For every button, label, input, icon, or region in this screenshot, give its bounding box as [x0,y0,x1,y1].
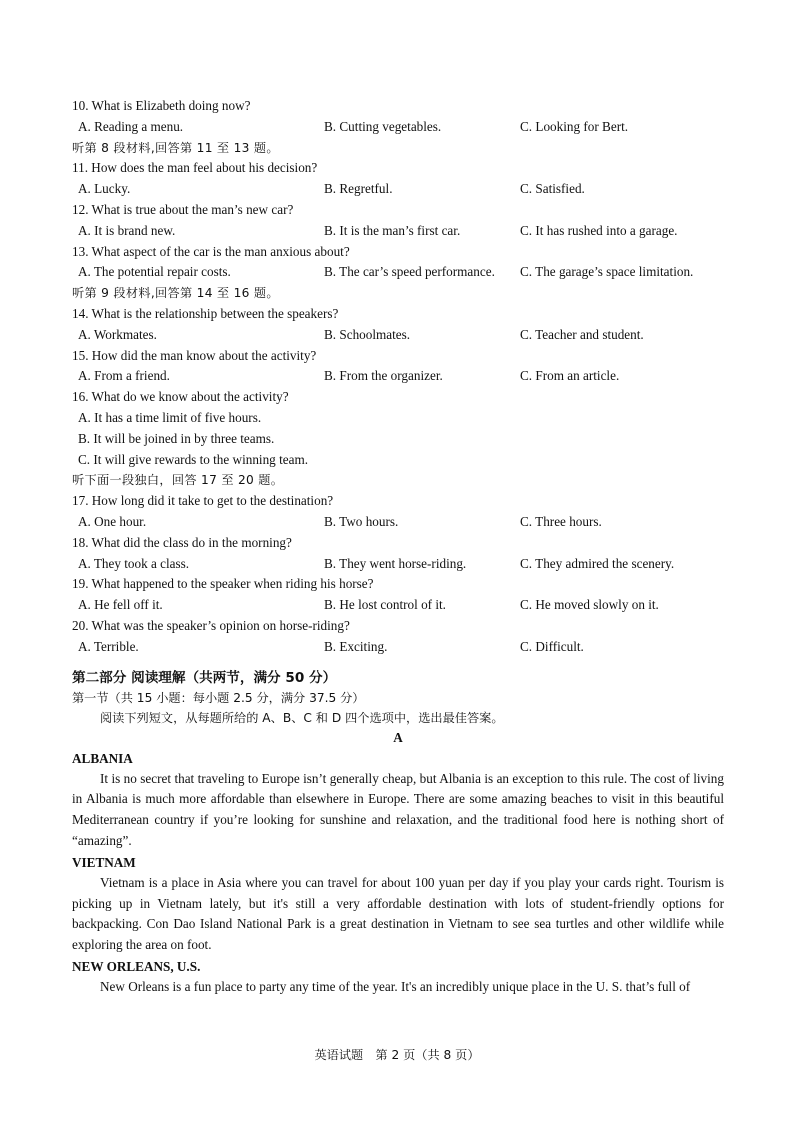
option-b: B. Schoolmates. [324,326,411,342]
question-16: 16. What do we know about the activity? [72,389,289,405]
option-c: C. The garage’s space limitation. [520,264,694,280]
options-12 [72,221,724,242]
question-12: 12. What is true about the man’s new car? [72,201,294,217]
albania-paragraph: It is no secret that traveling to Europe isn’t generally cheap, but Albania is an exception to this rule. The cost of living in Albania is much more affordable than elsewhere in Europe. There are some amazing beaches to visit in this beautiful Mediterranean country if you’re looking for sunshine and relaxation, and the traditional food here is nothing short of “amazing”. [72,770,724,848]
option-a: A. They took a class. [78,555,190,571]
direction-8: 听第 8 段材料,回答第 11 至 13 题。 [72,140,279,155]
reading-instruction: 阅读下列短文，从每题所给的 A、B、C 和 D 四个选项中，选出最佳答案。 [100,710,504,725]
option-a: A. The potential repair costs. [78,264,231,280]
question-10: 10. What is Elizabeth doing now? [72,98,251,113]
option-c: C. They admired the scenery. [520,555,675,571]
option-b: B. Two hours. [324,513,399,529]
option-c: C. Teacher and student. [520,326,644,342]
options-19 [72,595,724,616]
option-c: C. From an article. [520,368,620,384]
albania-heading: ALBANIA [72,750,133,766]
option-b: B. They went horse-riding. [324,555,467,571]
option-a: A. From a friend. [78,368,170,384]
option-a: A. Reading a menu. [78,118,184,134]
option-a: A. Workmates. [78,326,157,342]
new-orleans-paragraph: New Orleans is a fun place to party any time of the year. It's an incredibly unique place in the U. S. that’s full of [100,978,691,994]
question-20: 20. What was the speaker’s opinion on horse-riding? [72,617,350,633]
option-a: A. One hour. [78,513,147,529]
option-b: B. Cutting vegetables. [324,118,442,134]
question-19: 19. What happened to the speaker when riding his horse? [72,576,374,592]
question-14: 14. What is the relationship between the speakers? [72,305,339,321]
option-b: B. The car’s speed performance. [324,264,495,280]
option-a: A. He fell off it. [78,597,163,613]
option-b: B. Exciting. [324,638,388,654]
options-20 [72,637,724,658]
option-a: A. It has a time limit of five hours. [78,409,262,425]
passage-label: A [393,729,403,745]
question-15: 15. How did the man know about the activity? [72,347,317,363]
option-c: C. He moved slowly on it. [520,597,659,613]
option-b: B. From the organizer. [324,368,443,384]
option-c: C. Looking for Bert. [520,118,629,134]
direction-10: 听下面一段独白，回答 17 至 20 题。 [72,473,284,488]
option-a: A. It is brand new. [78,222,176,238]
option-c: C. Difficult. [520,638,584,654]
question-13: 13. What aspect of the car is the man anxious about? [72,243,350,259]
option-b: B. It is the man’s first car. [324,222,461,238]
options-14 [72,325,724,346]
option-b: B. Regretful. [324,181,393,197]
options-15 [72,366,724,387]
question-17: 17. How long did it take to get to the destination? [72,493,334,509]
options-18 [72,554,724,575]
direction-9: 听第 9 段材料,回答第 14 至 16 题。 [72,286,279,301]
option-b: B. It will be joined in by three teams. [78,430,275,446]
new-orleans-heading: NEW ORLEANS, U.S. [72,958,201,974]
question-11: 11. How does the man feel about his decision? [72,160,318,176]
option-b: B. He lost control of it. [324,597,446,613]
page-footer: 英语试题 第 2 页（共 8 页） [314,1048,480,1062]
options-11 [72,179,724,200]
vietnam-heading: VIETNAM [72,854,136,870]
option-a: A. Terrible. [78,638,139,654]
options-10 [72,117,724,138]
option-c: C. Satisfied. [520,181,585,197]
section-1-subtitle: 第一节（共 15 小题：每小题 2.5 分，满分 37.5 分） [72,690,365,705]
part-2-title: 第二部分 阅读理解（共两节，满分 50 分） [72,669,337,686]
option-c: C. It has rushed into a garage. [520,222,678,238]
question-18: 18. What did the class do in the morning? [72,534,292,550]
vietnam-paragraph: Vietnam is a place in Asia where you can travel for about 100 yuan per day if you play your cards right. Tourism is picking up in Vietnam lately, but it's still a very affordable destination with lots of student-friendly options for backpacking. Con Dao Island National Park is a great destination in Vietnam to see sea turtles and other wildlife while exploring the area on foot. [72,874,724,953]
option-c: C. It will give rewards to the winning team. [78,451,309,467]
options-13 [72,262,724,283]
exam-page [72,96,724,998]
option-a: A. Lucky. [78,181,131,197]
options-17 [72,512,724,533]
option-c: C. Three hours. [520,513,602,529]
